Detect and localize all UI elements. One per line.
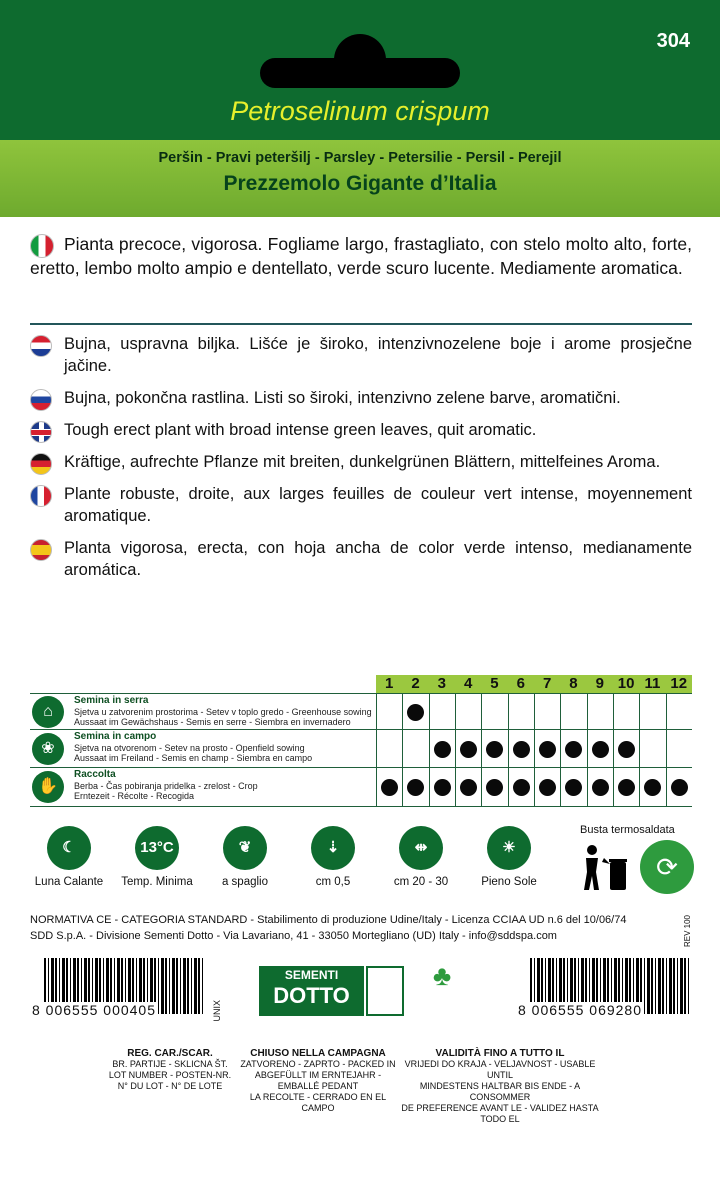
translation-croatian: Bujna, uspravna biljka. Lišće je široko, intenzivnozelene boje i arome prosječne jačine.	[30, 333, 692, 377]
calendar-cell	[376, 694, 402, 730]
info-item	[465, 826, 553, 888]
month-11: 11	[644, 675, 661, 692]
calendar-cell	[666, 694, 692, 730]
month-dot	[407, 779, 424, 796]
latin-name: Petroselinum crispum	[230, 96, 490, 126]
translation-french: Plante robuste, droite, aux larges feuilles de couleur vert intense, moyennement aromatique.	[30, 483, 692, 527]
info-item	[201, 826, 289, 888]
footer-lot: REG. CAR./SCAR. BR. PARTIJE - SKLICNA ŠT. LOT NUMBER - POSTEN-NR. N° DU LOT - N° DE LOTE	[108, 1048, 232, 1091]
calendar-cell	[376, 730, 402, 768]
greenhouse-icon: ⌂	[32, 696, 64, 728]
month-3: 3	[437, 675, 446, 692]
calendar-cell	[402, 730, 428, 768]
calendar-cell	[587, 730, 613, 768]
month-12: 12	[670, 675, 688, 692]
calendar-cell	[639, 730, 665, 768]
barcode-right-number: 8 006555 069280	[518, 1002, 642, 1018]
divider	[30, 323, 692, 325]
info-item-label: Luna Calante	[34, 876, 104, 888]
clover-logo-icon: ♣	[432, 960, 452, 991]
calendar-cell	[534, 768, 560, 806]
calendar-cell	[613, 768, 639, 806]
france-flag-icon	[30, 485, 52, 507]
month-dot	[381, 779, 398, 796]
calendar-cell	[481, 768, 507, 806]
calendar-cell	[376, 768, 402, 806]
calendar-cell	[455, 694, 481, 730]
sun-icon: ☀	[487, 826, 531, 870]
recycle-bin-icon	[580, 842, 630, 892]
calendar-cell	[534, 730, 560, 768]
month-dot	[486, 779, 503, 796]
calendar-cell	[508, 768, 534, 806]
italy-flag-icon	[30, 234, 54, 258]
month-4: 4	[463, 675, 473, 692]
calendar-row-label: Raccolta Berba - Čas pobiranja pridelka - zrelost - Crop Erntezeit - Récolte - Recogida	[74, 769, 258, 801]
calendar-row-label: Semina in campo Sjetva na otvorenom - Setev na prosto - Openfield sowing Aussaat im Freiland - Semis en champ - Siembra en campo	[74, 731, 313, 763]
revision-code: REV 100	[683, 915, 692, 948]
month-5: 5	[490, 675, 499, 692]
translations-list	[30, 333, 692, 591]
spacing-icon: ⇹	[399, 826, 443, 870]
footer-validity: VALIDITÀ FINO A TUTTO IL VRIJEDI DO KRAJA - VELJAVNOST - USABLE UNTIL MINDESTENS HALTBAR BIS ENDE - A CONSOMMER DE PREFERENCE AVANT LE - VALIDEZ HASTA TODO EL	[401, 1048, 599, 1124]
uk-flag-icon	[30, 421, 52, 443]
product-code: 304	[656, 30, 690, 52]
info-item	[289, 826, 377, 888]
calendar-cell	[666, 730, 692, 768]
translation-slovenian: Bujna, pokončna rastlina. Listi so široki, intenzivno zelene barve, aromatični.	[30, 387, 692, 409]
calendar-row	[30, 767, 692, 807]
calendar-cell	[455, 768, 481, 806]
info-item-label: cm 0,5	[315, 876, 351, 888]
month-dot	[565, 779, 582, 796]
spain-flag-icon	[30, 539, 52, 561]
calendar-cell	[639, 694, 665, 730]
description-italian	[30, 232, 692, 280]
normativa-text: NORMATIVA CE - CATEGORIA STANDARD - Stabilimento di produzione Udine/Italy - Licenza CCIAA UD n.6 del 10/06/74	[30, 914, 627, 926]
month-1: 1	[384, 675, 394, 692]
calendar-cell	[534, 694, 560, 730]
calendar-cell	[455, 730, 481, 768]
info-item	[25, 826, 113, 888]
month-dot	[618, 741, 635, 758]
month-8: 8	[569, 675, 578, 692]
translation-german: Kräftige, aufrechte Pflanze mit breiten, dunkelgrünen Blättern, mittelfeines Aroma.	[30, 451, 692, 473]
month-dot	[434, 779, 451, 796]
calendar-cell	[429, 694, 455, 730]
legal-info	[30, 912, 670, 944]
calendar-cell	[508, 730, 534, 768]
variety-name: Prezzemolo Gigante d’Italia	[223, 172, 497, 195]
month-dot	[513, 779, 530, 796]
calendar-cell	[481, 694, 507, 730]
calendar-cell	[508, 694, 534, 730]
calendar-cell	[613, 730, 639, 768]
harvest-hand-icon: ✋	[32, 771, 64, 803]
calendar-cell	[560, 730, 586, 768]
depth-icon: ⇣	[311, 826, 355, 870]
month-dot	[513, 741, 530, 758]
month-dot	[434, 741, 451, 758]
month-dot	[592, 779, 609, 796]
calendar-cell	[666, 768, 692, 806]
info-item-label: Pieno Sole	[481, 876, 537, 888]
month-dot	[618, 779, 635, 796]
growing-info-icons	[25, 826, 555, 888]
common-names: Peršin - Pravi peteršilj - Parsley - Petersilie - Persil - Perejil	[158, 150, 562, 166]
calendar-cell	[402, 768, 428, 806]
month-dot	[565, 741, 582, 758]
footer-packed: CHIUSO NELLA CAMPAGNA ZATVORENO - ZAPRTO - PACKED IN ABGEFÜLLT IM ERNTEJAHR - EMBALLÉ PEDANT LA RECOLTE - CERRADO EN EL CAMPO	[240, 1048, 396, 1113]
month-header	[376, 675, 692, 693]
busta-label: Busta termosaldata	[580, 824, 675, 836]
hanger-slot	[260, 58, 460, 88]
moon-icon: ☾	[47, 826, 91, 870]
calendar-cell	[587, 694, 613, 730]
calendar-row	[30, 693, 692, 730]
month-dot	[486, 741, 503, 758]
month-dot	[539, 741, 556, 758]
barcode-left-number: 8 006555 000405	[32, 1002, 156, 1018]
info-item	[113, 826, 201, 888]
month-dot	[460, 741, 477, 758]
month-dot	[407, 704, 424, 721]
month-9: 9	[595, 675, 604, 692]
green-dot-icon: ⟳	[640, 840, 694, 894]
calendar-cell	[639, 768, 665, 806]
gardener-logo-icon	[366, 966, 404, 1016]
sprouts-icon: ❦	[223, 826, 267, 870]
month-6: 6	[516, 675, 525, 692]
description-italian-text: Pianta precoce, vigorosa. Fogliame largo, frastagliato, con stelo molto alto, forte, eretto, lembo molto ampio e dentellato, verde scuro lucente. Mediamente aromatica.	[30, 234, 692, 278]
info-item	[377, 826, 465, 888]
thermometer-icon: 13°C	[135, 826, 179, 870]
sementi-dotto-logo: SEMENTI DOTTO	[259, 966, 364, 1016]
calendar-cell	[613, 694, 639, 730]
month-dot	[671, 779, 688, 796]
month-2: 2	[411, 675, 420, 692]
calendar-row-label: Semina in serra Sjetva u zatvorenim prostorima - Setev v toplo gredo - Greenhouse sowing Aussaat im Gewächshaus - Semis en serre - Siembra en invernadero	[74, 695, 372, 727]
germany-flag-icon	[30, 453, 52, 475]
month-dot	[539, 779, 556, 796]
calendar-cell	[560, 694, 586, 730]
croatia-flag-icon	[30, 335, 52, 357]
calendar-cell	[560, 768, 586, 806]
unix-label: UNIX	[212, 1000, 222, 1022]
month-10: 10	[617, 675, 635, 692]
calendar-cell	[481, 730, 507, 768]
month-dot	[460, 779, 477, 796]
calendar-row	[30, 729, 692, 768]
translation-spanish: Planta vigorosa, erecta, con hoja ancha de color verde intenso, medianamente aromática.	[30, 537, 692, 581]
slovenia-flag-icon	[30, 389, 52, 411]
calendar-cell	[402, 694, 428, 730]
company-text: SDD S.p.A. - Divisione Sementi Dotto - Via Lavariano, 41 - 33050 Mortegliano (UD) Italy - info@sddspa.com	[30, 930, 557, 942]
month-7: 7	[542, 675, 552, 692]
info-item-label: Temp. Minima	[121, 876, 193, 888]
calendar-cell	[429, 730, 455, 768]
calendar-cell	[429, 768, 455, 806]
translation-english: Tough erect plant with broad intense green leaves, quit aromatic.	[30, 419, 692, 441]
calendar-cell	[587, 768, 613, 806]
info-item-label: a spaglio	[221, 876, 269, 888]
info-item-label: cm 20 - 30	[393, 876, 449, 888]
month-dot	[644, 779, 661, 796]
seedling-icon: ❀	[32, 733, 64, 765]
month-dot	[592, 741, 609, 758]
